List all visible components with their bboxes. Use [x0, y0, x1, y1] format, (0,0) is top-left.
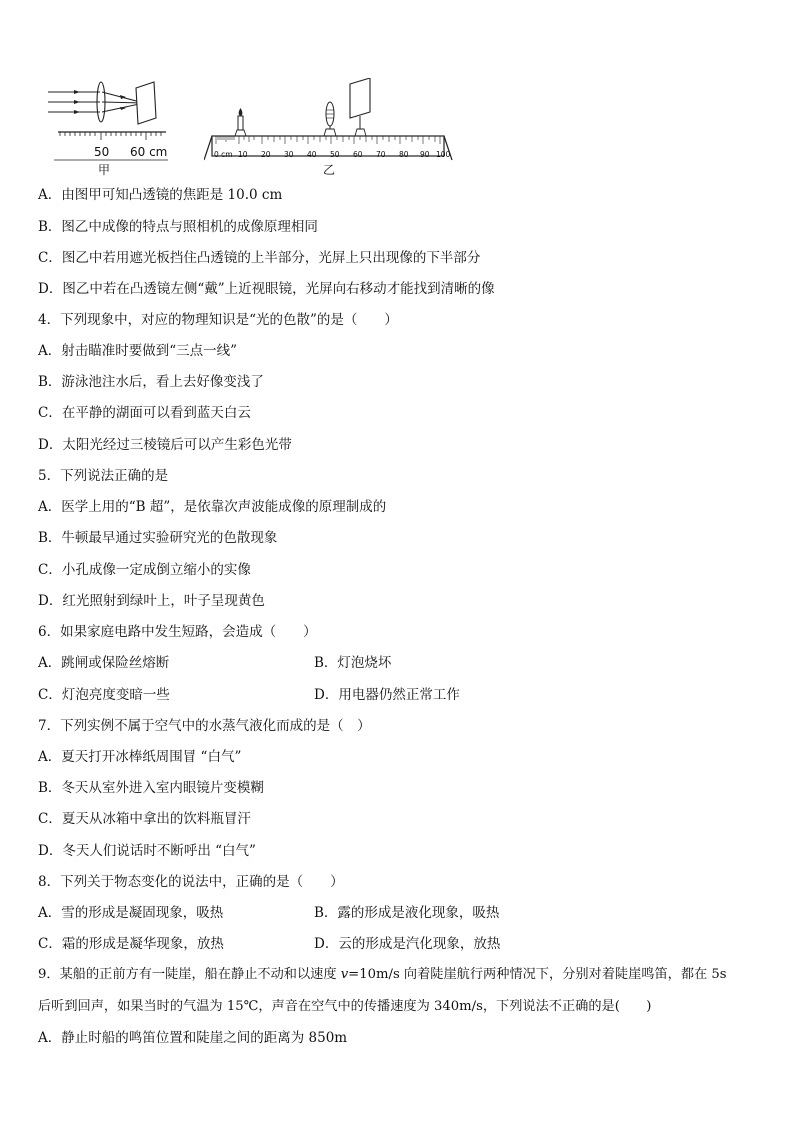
yi-scale-0: 0 cm: [214, 150, 233, 159]
q9-stem-line1: [38, 966, 727, 984]
yi-scale-30: 30: [284, 150, 294, 159]
yi-scale-10: 10: [238, 150, 248, 159]
yi-scale-labels: [214, 150, 451, 160]
q6-option-b: B．灯泡烧坏: [314, 655, 392, 671]
q3-option-b: B．图乙中成像的特点与照相机的成像原理相同: [38, 219, 318, 235]
q6-option-d: D．用电器仍然正常工作: [314, 687, 460, 703]
q7-stem: 7．下列实例不属于空气中的水蒸气液化而成的是（ ）: [38, 718, 371, 734]
q4-option-b: B．游泳池注水后，看上去好像变浅了: [38, 374, 264, 390]
q7-option-b: B．冬天从室外进入室内眼镜片变模糊: [38, 780, 264, 796]
yi-scale-50: 50: [330, 150, 340, 159]
q3-option-a: A．由图甲可知凸透镜的焦距是 10.0 cm: [38, 187, 283, 203]
q5-option-b: B．牛顿最早通过实验研究光的色散现象: [38, 530, 278, 546]
q4-option-a: A．射击瞄准时要做到“三点一线”: [38, 343, 238, 359]
jia-tick-50: 50: [94, 145, 110, 159]
q5-option-c: C．小孔成像一定成倒立缩小的实像: [38, 562, 251, 578]
q8-option-c: C．霜的形成是凝华现象，放热: [38, 936, 224, 952]
q7-option-a: A．夏天打开冰棒纸周围冒 “白气”: [38, 749, 242, 765]
yi-scale-20: 20: [261, 150, 271, 159]
q9-stem-part-a: 9．某船的正前方有一陡崖，船在静止不动和以速度: [38, 967, 341, 982]
q9-stem-part-b: =10m/s 向着陡崖航行两种情况下，分别对着陡崖鸣笛，都在 5s: [348, 967, 727, 982]
yi-caption: 乙: [323, 163, 336, 177]
q5-option-d: D．红光照射到绿叶上，叶子呈现黄色: [38, 593, 265, 609]
q4-option-c: C．在平静的湖面可以看到蓝天白云: [38, 405, 251, 421]
q6-stem: 6．如果家庭电路中发生短路，会造成（ ）: [38, 624, 317, 640]
q4-stem: 4．下列现象中，对应的物理知识是“光的色散”的是（ ）: [38, 312, 398, 328]
yi-scale-90: 90: [420, 150, 430, 159]
q9-option-a: A．静止时船的鸣笛位置和陡崖之间的距离为 850m: [38, 1030, 348, 1046]
yi-scale-70: 70: [376, 150, 386, 159]
q8-option-d: D．云的形成是汽化现象，放热: [314, 936, 501, 952]
q8-stem: 8．下列关于物态变化的说法中，正确的是（ ）: [38, 874, 344, 890]
q9-velocity-symbol: v: [340, 967, 349, 982]
q3-option-d: D．图乙中若在凸透镜左侧“戴”上近视眼镜，光屏向右移动才能找到清晰的像: [38, 281, 495, 297]
q5-stem: 5．下列说法正确的是: [38, 468, 169, 484]
yi-scale-100: 100: [436, 150, 451, 159]
q7-option-c: C．夏天从冰箱中拿出的饮料瓶冒汗: [38, 811, 251, 827]
q9-stem-line2: 后听到回声，如果当时的气温为 15℃，声音在空气中的传播速度为 340m/s，下列说法不正确的是( ): [38, 999, 652, 1014]
q6-option-a: A．跳闸或保险丝熔断: [38, 655, 170, 671]
jia-caption: 甲: [98, 163, 111, 177]
q7-option-d: D．冬天人们说话时不断呼出 “白气”: [38, 843, 256, 859]
yi-scale-40: 40: [307, 150, 317, 159]
q6-option-c: C．灯泡亮度变暗一些: [38, 687, 170, 703]
yi-scale-80: 80: [399, 150, 409, 159]
q8-option-a: A．雪的形成是凝固现象，吸热: [38, 905, 224, 921]
jia-tick-60: 60 cm: [130, 145, 168, 159]
q5-option-a: A．医学上用的“B 超”，是依靠次声波能成像的原理制成的: [38, 499, 387, 515]
q8-option-b: B．露的形成是液化现象，吸热: [314, 905, 500, 921]
q4-option-d: D．太阳光经过三棱镜后可以产生彩色光带: [38, 437, 292, 453]
q3-option-c: C．图乙中若用遮光板挡住凸透镜的上半部分，光屏上只出现像的下半部分: [38, 250, 481, 266]
yi-scale-60: 60: [353, 150, 363, 159]
